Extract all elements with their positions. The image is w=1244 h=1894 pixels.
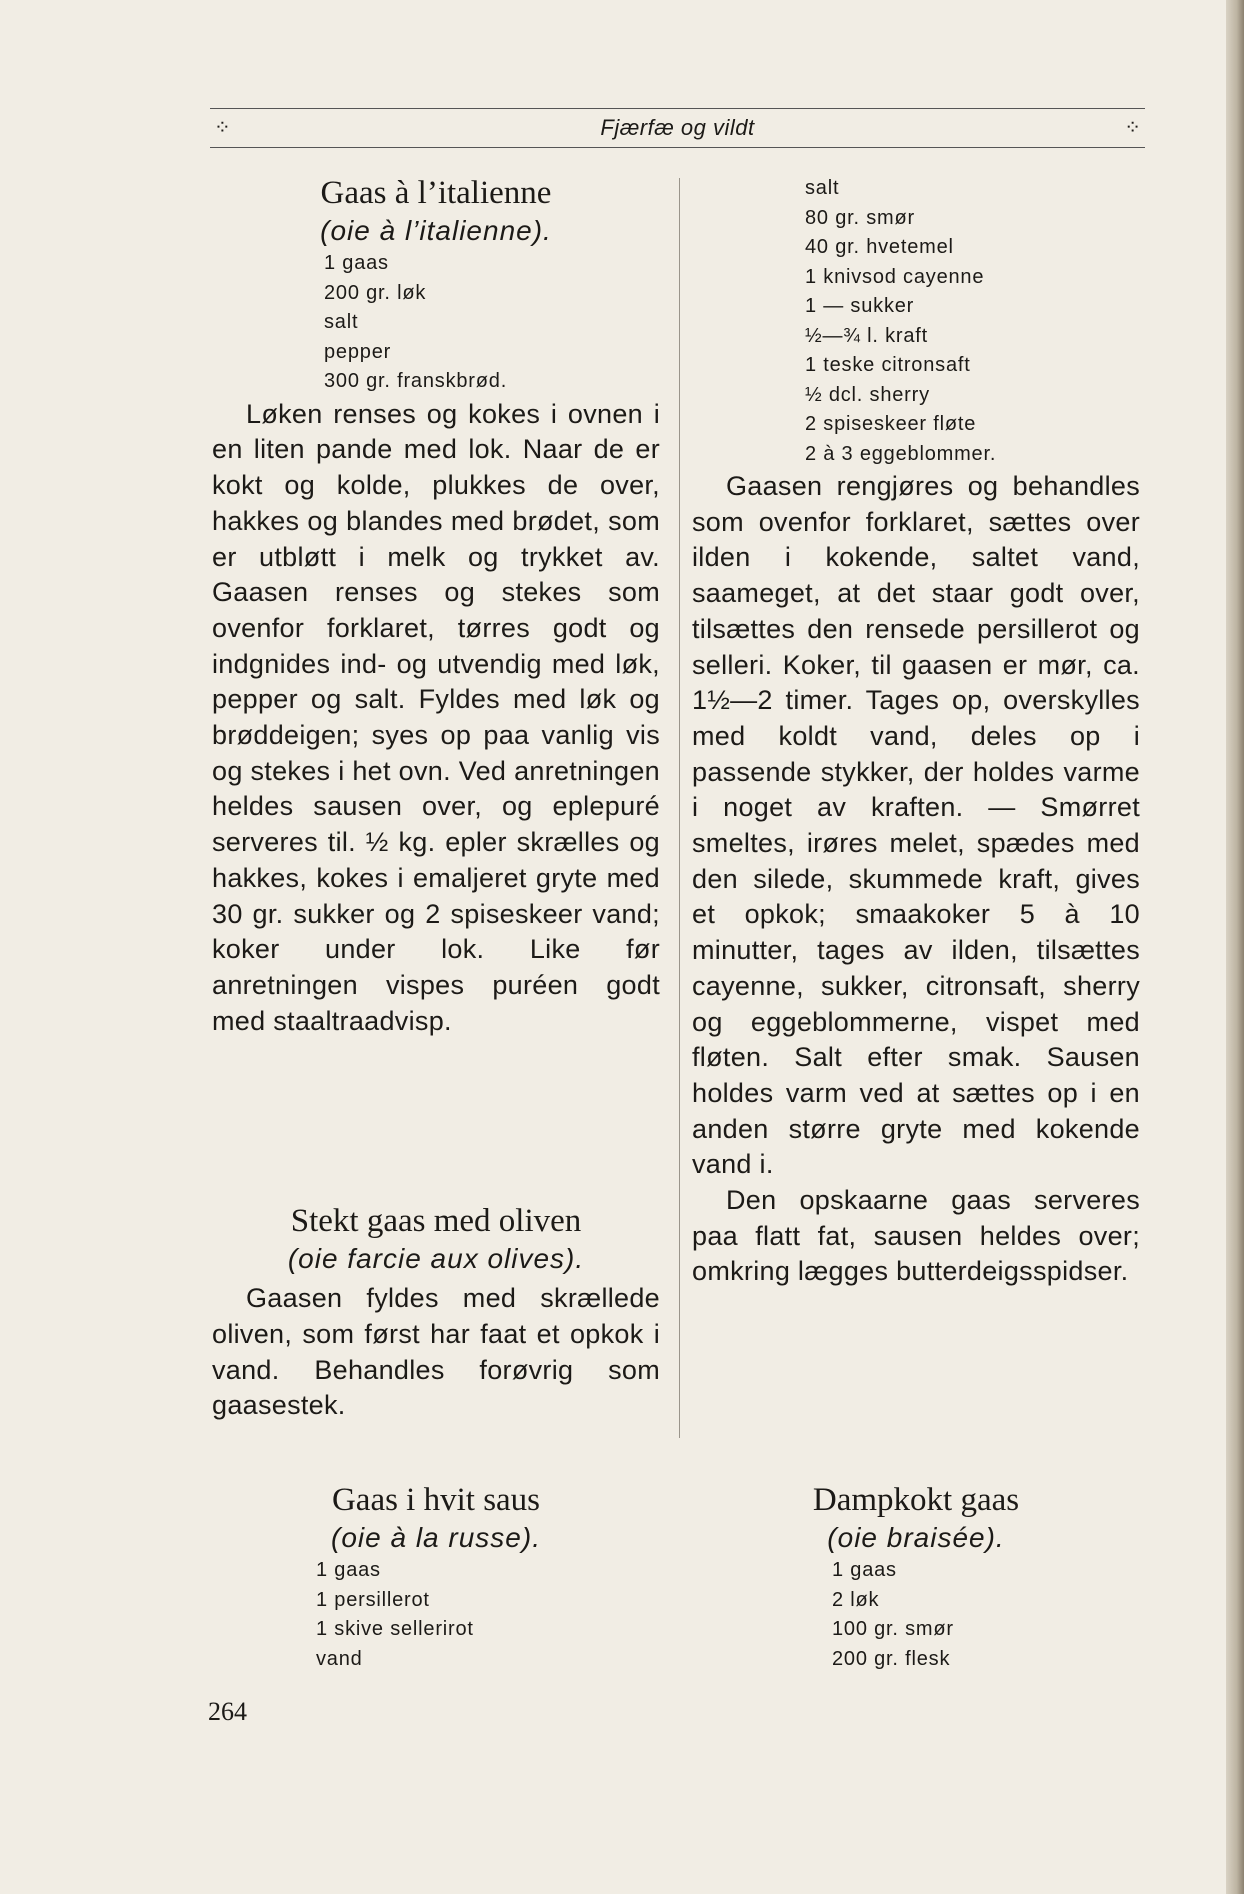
ingredient: 40 gr. hvetemel xyxy=(805,236,954,258)
ingredient-list xyxy=(212,249,660,397)
ornament-left-icon: ⁘ xyxy=(214,117,231,139)
recipe-gaas-hvit-saus xyxy=(212,1481,660,1674)
ingredient: 300 gr. franskbrød. xyxy=(324,370,508,393)
recipe-gaas-italienne xyxy=(212,174,660,1039)
running-header xyxy=(210,108,1145,148)
ingredient: 200 gr. løk xyxy=(324,281,427,304)
ingredient: vand xyxy=(316,1647,363,1670)
ingredient: 200 gr. flesk xyxy=(832,1647,951,1670)
ingredient: ½—¾ l. kraft xyxy=(805,324,928,347)
ingredient: pepper xyxy=(324,340,392,363)
recipe-stekt-gaas-oliven xyxy=(212,1202,660,1424)
recipe-text: Gaasen fyldes med skrællede oliven, som først har faat et opkok i vand. Behandles forøvrig som gaasestek. xyxy=(212,1283,660,1421)
recipe-text: Løken renses og kokes i ovnen i en liten pande med lok. Naar de er kokt og kolde, plukkes de over, hakkes og blandes med brødet, som er utbløtt i melk og trykket av. Gaasen renses og stekes som ovenfor forklaret, tørres godt og indgnides ind- og utvendig med løk, pepper og salt. Fyldes med løk og brøddeigen; syes op paa vanlig vis og stekes i het ovn. Ved anretningen heldes sausen over, og eplepuré serveres til. ½ kg. epler skrælles og hakkes, kokes i emaljeret gryte med 30 gr. sukker og 2 spiseskeer vand; koker under lok. Like før anretningen vispes puréen godt med staaltraadvisp. xyxy=(212,398,660,1036)
column-divider xyxy=(679,178,680,1438)
recipe-title: Dampkokt gaas xyxy=(812,1482,1020,1518)
recipe-title: Gaas i hvit saus xyxy=(331,1482,541,1518)
ingredient: 2 løk xyxy=(832,1588,880,1611)
page-number: 264 xyxy=(208,1697,247,1726)
ingredient: 80 gr. smør xyxy=(805,206,915,229)
recipe-dampkokt-gaas xyxy=(692,1481,1140,1674)
recipe-text: Gaasen rengjøres og behandles som ovenfor forklaret, sættes over ilden i kokende, saltet vand, saameget, at det staar godt over, tilsættes den rensede persillerot og selleri. Koker, til gaasen er mør, ca. 1½—2 timer. Tages op, overskylles med koldt vand, deles op i passende stykker, der holdes varme i noget av kraften. — Smørret smeltes, irøres melet, spædes med den silede, skummede kraft, gives et opkok; smaakoker 5 à 10 minutter, tages av ilden, tilsættes cayenne, sukker, citronsaft, sherry og eggeblommerne, vispet med fløten. Salt efter smak. Sausen holdes varm ved at sættes op i en anden større gryte med kokende vand i. xyxy=(692,471,1140,1180)
ingredient: salt xyxy=(324,311,359,334)
ingredient: salt xyxy=(805,177,840,199)
recipe-subtitle: (oie à l’italienne). xyxy=(320,214,552,246)
recipe-subtitle: (oie à la russe). xyxy=(331,1521,541,1553)
ingredient: 1 — sukker xyxy=(805,295,915,317)
ingredient: 1 gaas xyxy=(316,1559,381,1582)
ingredient: 1 teske citronsaft xyxy=(805,354,971,376)
recipe-continuation xyxy=(692,174,1140,1290)
ingredient: 2 spiseskeer fløte xyxy=(805,413,977,435)
page-edge xyxy=(1226,0,1244,1894)
ingredient: 1 skive sellerirot xyxy=(316,1618,474,1641)
recipe-title: Gaas à l’italienne xyxy=(320,175,552,211)
header-title: Fjærfæ og vildt xyxy=(600,115,755,140)
recipe-title: Stekt gaas med oliven xyxy=(290,1203,582,1239)
ingredient-list xyxy=(692,174,1140,469)
ingredient: ½ dcl. sherry xyxy=(805,383,930,406)
ingredient-list xyxy=(692,1556,1140,1674)
ingredient: 100 gr. smør xyxy=(832,1618,954,1641)
recipe-text: Den opskaarne gaas serveres paa flatt fat, sausen heldes over; omkring lægges butterdeigsspidser. xyxy=(692,1185,1140,1287)
ingredient: 1 persillerot xyxy=(316,1588,430,1611)
recipe-subtitle: (oie braisée). xyxy=(827,1521,1005,1553)
recipe-subtitle: (oie farcie aux olives). xyxy=(287,1242,585,1274)
ingredient: 1 gaas xyxy=(324,252,389,275)
ornament-right-icon: ⁘ xyxy=(1124,117,1141,139)
ingredient: 1 gaas xyxy=(832,1559,897,1582)
ingredient: 1 knivsod cayenne xyxy=(805,265,985,288)
ingredient-list xyxy=(212,1556,660,1674)
ingredient: 2 à 3 eggeblommer. xyxy=(805,442,997,465)
